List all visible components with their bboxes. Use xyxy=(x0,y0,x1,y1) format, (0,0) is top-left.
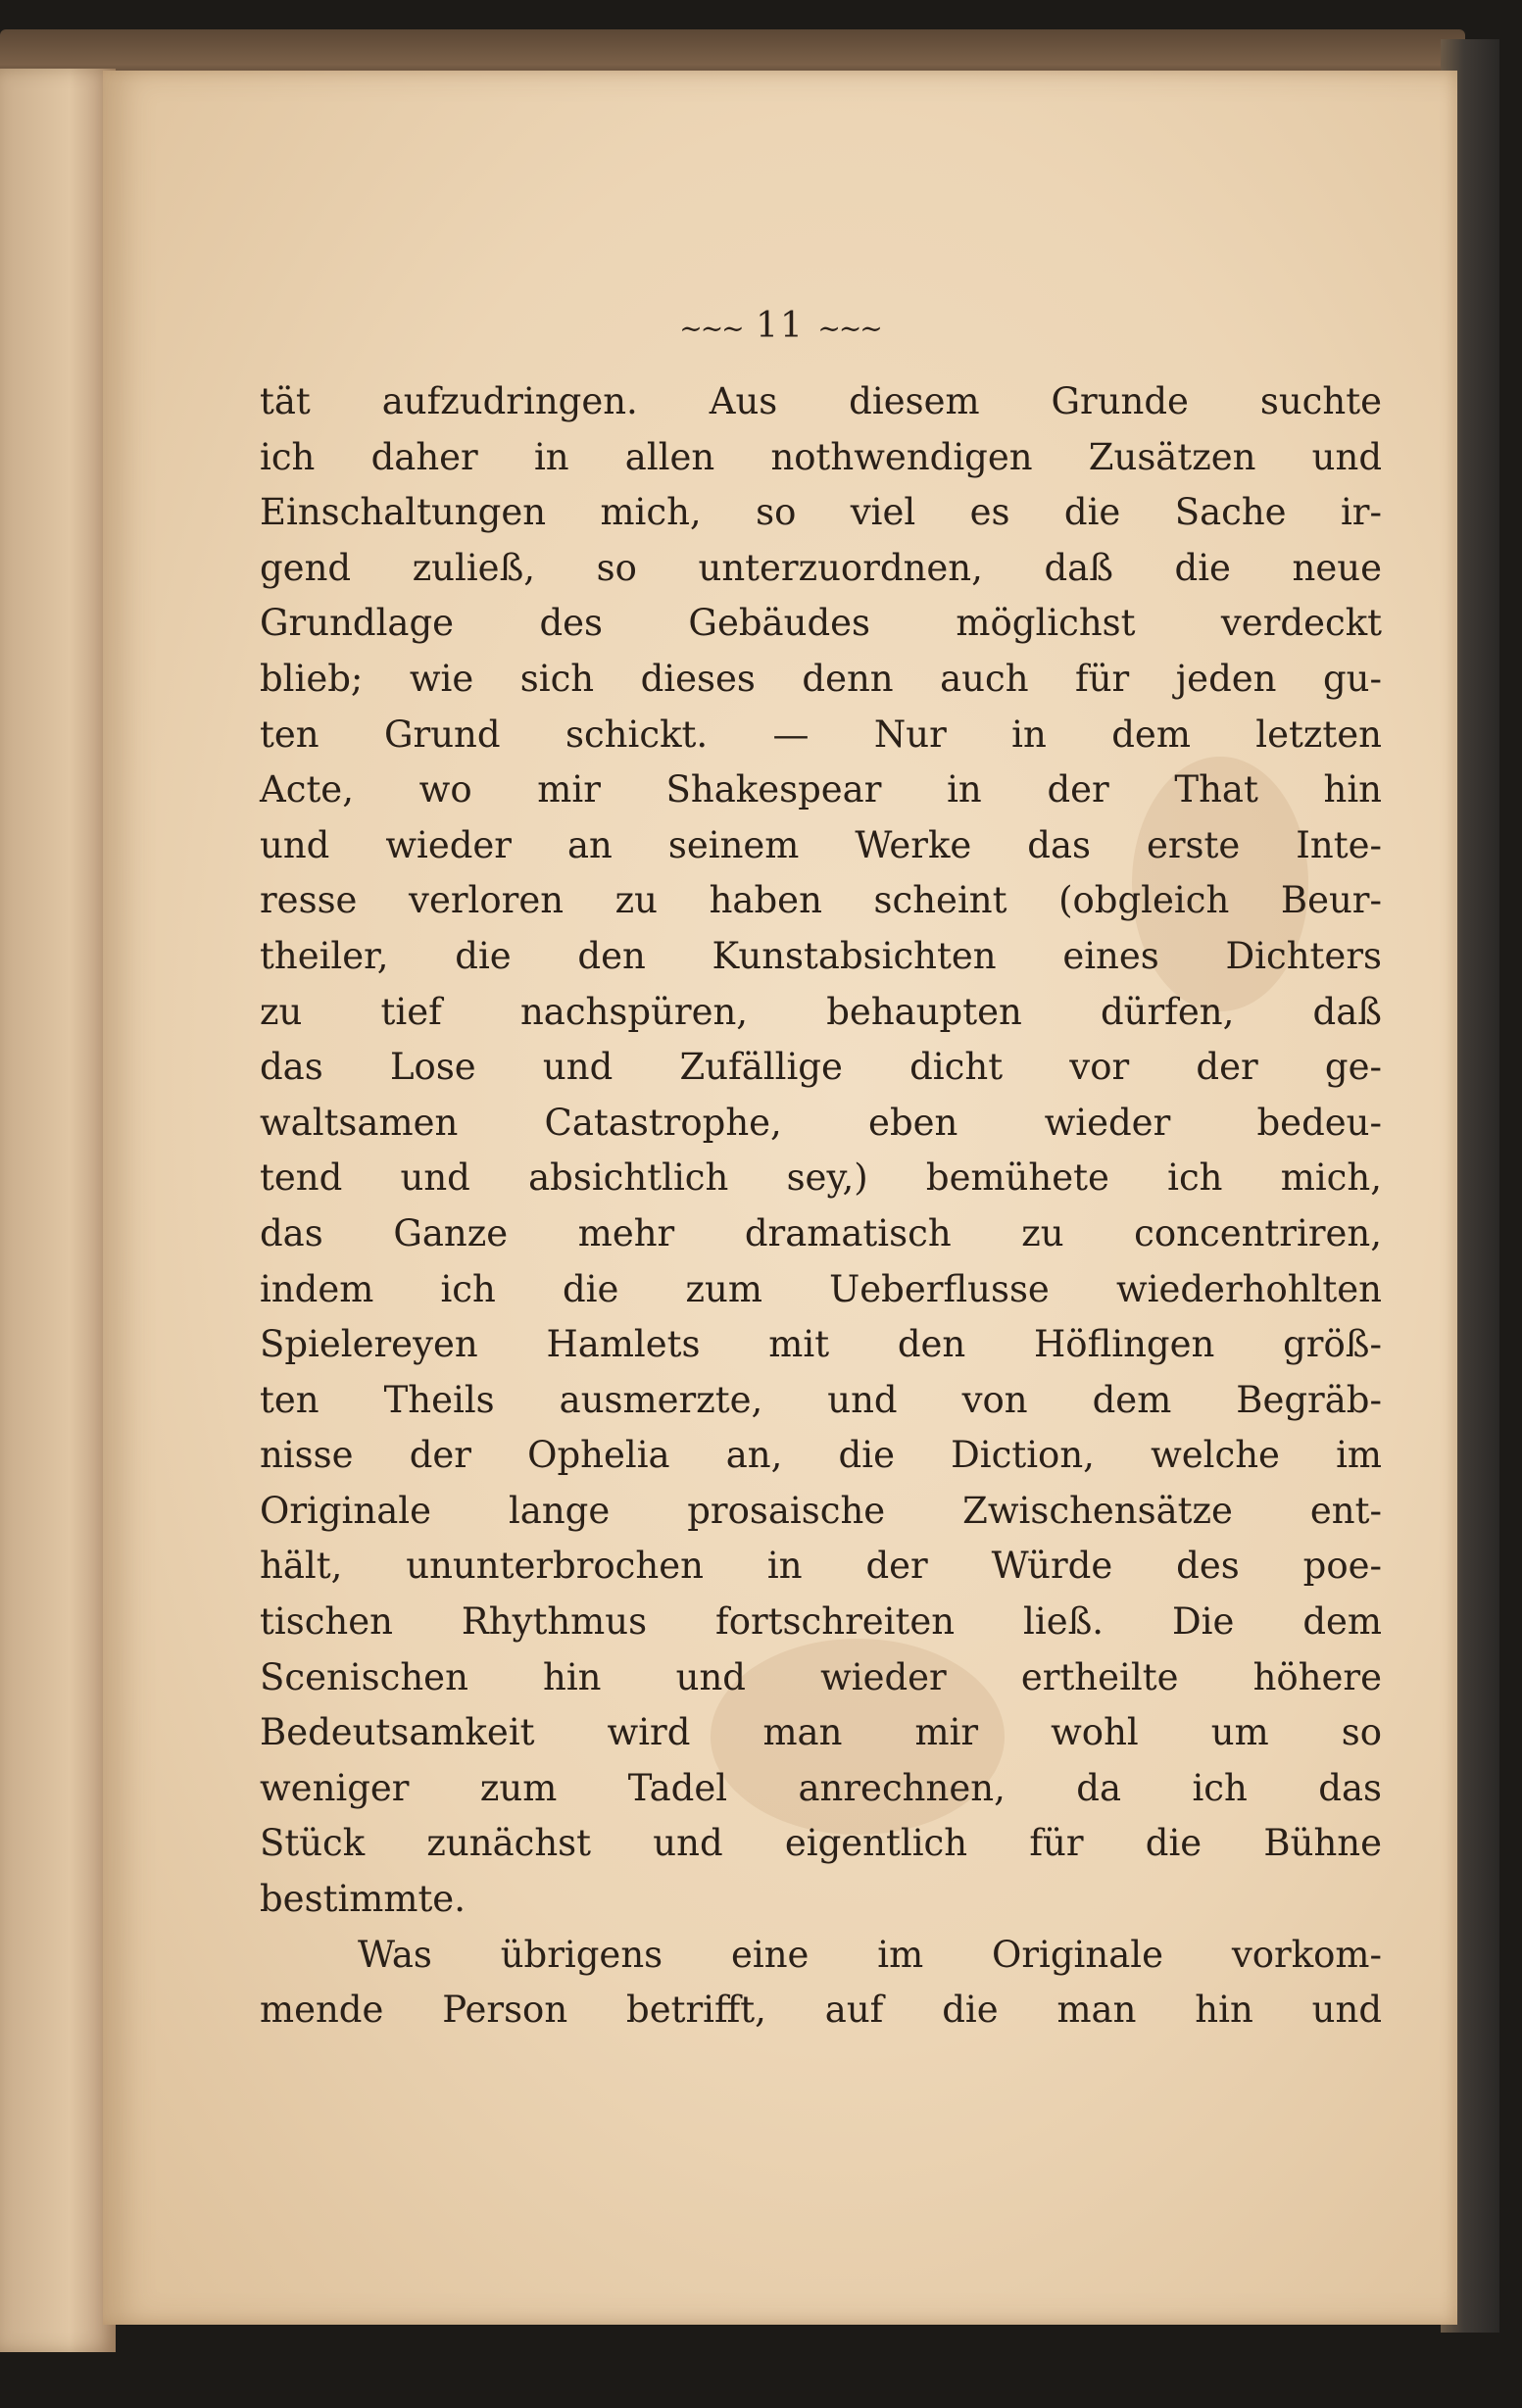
text-line: Stück zunächst und eigentlich für die Bühne xyxy=(260,1822,1382,1865)
text-line: Bedeutsamkeit wird man mir wohl um so xyxy=(260,1711,1382,1754)
text-line: tischen Rhythmus fortschreiten ließ. Die dem xyxy=(260,1600,1382,1644)
text-line: bestimmte. xyxy=(260,1878,466,1921)
text-line: tend und absichtlich sey,) bemühete ich mich, xyxy=(260,1156,1382,1200)
text-line: resse verloren zu haben scheint (obgleich Beur- xyxy=(260,879,1382,922)
text-line: ten Grund schickt. — Nur in dem letzten xyxy=(260,713,1382,756)
text-line: waltsamen Catastrophe, eben wieder bedeu- xyxy=(260,1101,1382,1144)
text-line: tät aufzudringen. Aus diesem Grunde suchte xyxy=(260,380,1382,422)
text-line: zu tief nachspüren, behaupten dürfen, daß xyxy=(260,990,1382,1033)
text-line: indem ich die zum Ueberflusse wiederhohlten xyxy=(260,1267,1382,1310)
text-line: Einschaltungen mich, so viel es die Sache ir- xyxy=(260,491,1382,534)
text-line: blieb; wie sich dieses denn auch für jeden gu- xyxy=(260,657,1382,700)
text-line: und wieder an seinem Werke das erste Inte- xyxy=(260,823,1382,866)
body-text xyxy=(260,374,1382,2039)
text-line: Spielereyen Hamlets mit den Höflingen größ- xyxy=(260,1323,1382,1366)
text-line: das Ganze mehr dramatisch zu concentriren, xyxy=(260,1211,1382,1254)
ornament-left: ~~~ xyxy=(679,312,743,345)
ornament-right: ~~~ xyxy=(817,312,881,345)
book-page xyxy=(103,71,1457,2325)
text-line: weniger zum Tadel anrechnen, da ich das xyxy=(260,1766,1382,1809)
text-line: Grundlage des Gebäudes möglichst verdeckt xyxy=(260,602,1382,645)
text-line: Acte, wo mir Shakespear in der That hin xyxy=(260,768,1382,811)
page-number-header xyxy=(103,306,1457,346)
text-line: Originale lange prosaische Zwischensätze ent- xyxy=(260,1489,1382,1532)
text-line: ten Theils ausmerzte, und von dem Begräb- xyxy=(260,1378,1382,1421)
text-line: theiler, die den Kunstabsichten eines Dichters xyxy=(260,934,1382,977)
text-line: Scenischen hin und wieder ertheilte höhere xyxy=(260,1655,1382,1698)
text-line: Was übrigens eine im Originale vorkom- xyxy=(358,1933,1382,1976)
text-line: nisse der Ophelia an, die Diction, welche im xyxy=(260,1434,1382,1477)
page-number: 11 xyxy=(756,306,805,346)
text-line: mende Person betrifft, auf die man hin und xyxy=(260,1989,1382,2032)
text-line: ich daher in allen nothwendigen Zusätzen und xyxy=(260,435,1382,478)
text-line: das Lose und Zufällige dicht vor der ge- xyxy=(260,1046,1382,1089)
text-line: hält, ununterbrochen in der Würde des poe- xyxy=(260,1545,1382,1588)
text-line: gend zuließ, so unterzuordnen, daß die neue xyxy=(260,546,1382,589)
facing-page-sliver xyxy=(0,69,116,2352)
